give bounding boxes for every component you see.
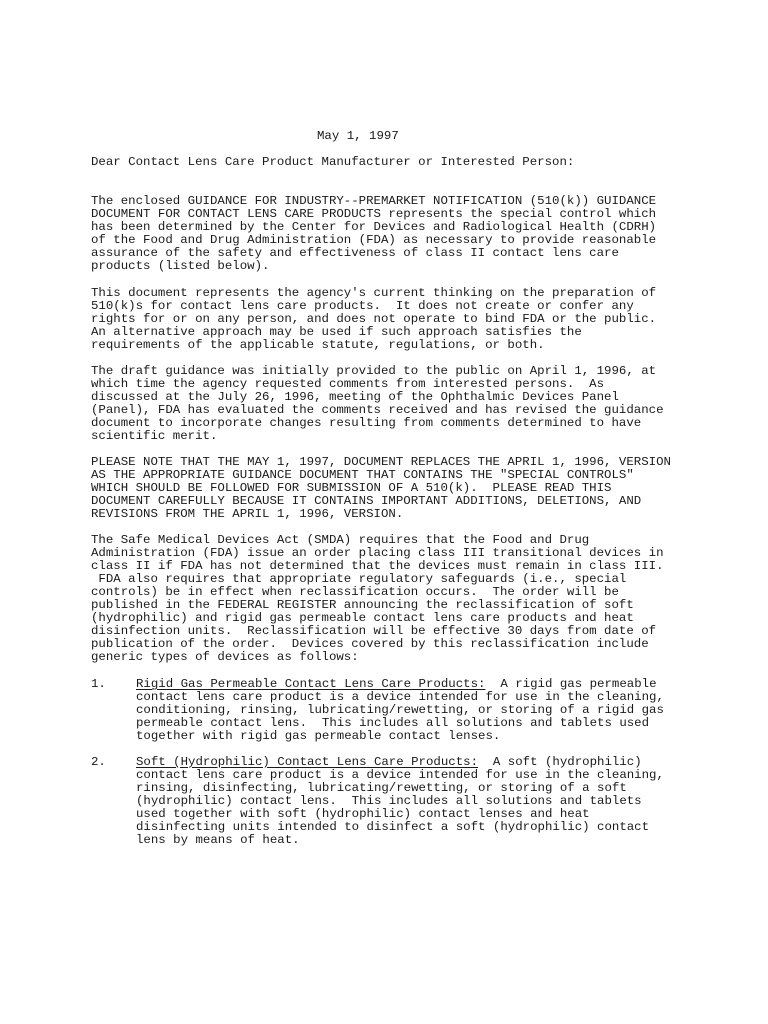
paragraph-line: (hydrophilic) and rigid gas permeable contact lens care products and heat (91, 611, 634, 625)
paragraph-line: rights for or on any person, and does not operate to bind FDA or the public. (91, 312, 657, 326)
paragraph-line: publication of the order. Devices covered by this reclassification include (91, 637, 649, 651)
paragraph-line: AS THE APPROPRIATE GUIDANCE DOCUMENT THAT CONTAINS THE "SPECIAL CONTROLS" (91, 468, 634, 482)
letter-date: May 1, 1997 (317, 129, 399, 143)
paragraph-line: (Panel), FDA has evaluated the comments received and has revised the guidance (91, 403, 664, 417)
paragraph-line: requirements of the applicable statute, regulations, or both. (91, 338, 545, 352)
list-item-rigid-gas-permeable (136, 678, 696, 743)
paragraph-line: PLEASE NOTE THAT THE MAY 1, 1997, DOCUMENT REPLACES THE APRIL 1, 1996, VERSION (91, 455, 671, 469)
paragraph-line: 510(k)s for contact lens care products. It does not create or confer any (91, 299, 634, 313)
paragraph-line: WHICH SHOULD BE FOLLOWED FOR SUBMISSION OF A 510(k). PLEASE READ THIS (91, 481, 612, 495)
letter-salutation: Dear Contact Lens Care Product Manufacturer or Interested Person: (91, 155, 575, 169)
list-item-line: contact lens care product is a device intended for use in the cleaning, (136, 690, 664, 704)
paragraph-line: document to incorporate changes resulting from comments determined to have (91, 416, 642, 430)
paragraph-line: discussed at the July 26, 1996, meeting of the Ophthalmic Devices Panel (91, 390, 619, 404)
paragraph-line: controls) be in effect when reclassification occurs. The order will be (91, 585, 619, 599)
list-item-line: contact lens care product is a device intended for use in the cleaning, (136, 768, 664, 782)
paragraph-line: scientific merit. (91, 429, 218, 443)
paragraph-line: generic types of devices as follows: (91, 650, 359, 664)
paragraph-5 (91, 534, 711, 664)
list-item-first-rest: A soft (hydrophilic) (478, 755, 642, 769)
paragraph-line: REVISIONS FROM THE APRIL 1, 1996, VERSION. (91, 507, 404, 521)
list-item-line: conditioning, rinsing, lubricating/rewetting, or storing of a rigid gas (136, 703, 664, 717)
paragraph-4-notice (91, 456, 711, 521)
paragraph-2 (91, 287, 711, 352)
list-item-first-rest: A rigid gas permeable (485, 677, 657, 691)
list-item-line: used together with soft (hydrophilic) contact lenses and heat (136, 807, 590, 821)
paragraph-line: The draft guidance was initially provided to the public on April 1, 1996, at (91, 364, 657, 378)
list-item-line: (hydrophilic) contact lens. This includes all solutions and tablets (136, 794, 642, 808)
paragraph-line: products (listed below). (91, 259, 270, 273)
paragraph-line: The Safe Medical Devices Act (SMDA) requires that the Food and Drug (91, 533, 590, 547)
paragraph-line: This document represents the agency's current thinking on the preparation of (91, 286, 657, 300)
paragraph-line: assurance of the safety and effectiveness of class II contact lens care (91, 246, 619, 260)
paragraph-line: published in the FEDERAL REGISTER announcing the reclassification of soft (91, 598, 634, 612)
paragraph-line: disinfection units. Reclassification will be effective 30 days from date of (91, 624, 657, 638)
paragraph-line: Administration (FDA) issue an order placing class III transitional devices in (91, 546, 664, 560)
paragraph-line: class II if FDA has not determined that the devices must remain in class III. (91, 559, 664, 573)
list-item-line: disinfecting units intended to disinfect a soft (hydrophilic) contact (136, 820, 650, 834)
list-item-line: together with rigid gas permeable contact lenses. (136, 729, 501, 743)
list-item-number: 1. (91, 677, 106, 691)
paragraph-line: DOCUMENT CAREFULLY BECAUSE IT CONTAINS IMPORTANT ADDITIONS, DELETIONS, AND (91, 494, 642, 508)
paragraph-line: has been determined by the Center for Devices and Radiological Health (CDRH) (91, 220, 657, 234)
paragraph-line: which time the agency requested comments from interested persons. As (91, 377, 605, 391)
paragraph-line: An alternative approach may be used if such approach satisfies the (91, 325, 582, 339)
paragraph-3 (91, 365, 711, 443)
list-item-number: 2. (91, 755, 106, 769)
list-item-title: Soft (Hydrophilic) Contact Lens Care Products: (136, 755, 479, 769)
paragraph-line: FDA also requires that appropriate regulatory safeguards (i.e., special (91, 572, 627, 586)
list-item-line: lens by means of heat. (136, 833, 300, 847)
list-item-soft-hydrophilic (136, 756, 696, 847)
paragraph-line: The enclosed GUIDANCE FOR INDUSTRY--PREMARKET NOTIFICATION (510(k)) GUIDANCE (91, 194, 657, 208)
list-item-line: permeable contact lens. This includes all solutions and tablets used (136, 716, 650, 730)
list-item-line: rinsing, disinfecting, lubricating/rewetting, or storing of a soft (136, 781, 627, 795)
paragraph-line: DOCUMENT FOR CONTACT LENS CARE PRODUCTS represents the special control which (91, 207, 657, 221)
paragraph-1 (91, 195, 711, 273)
paragraph-line: of the Food and Drug Administration (FDA) as necessary to provide reasonable (91, 233, 657, 247)
list-item-title: Rigid Gas Permeable Contact Lens Care Products: (136, 677, 486, 691)
